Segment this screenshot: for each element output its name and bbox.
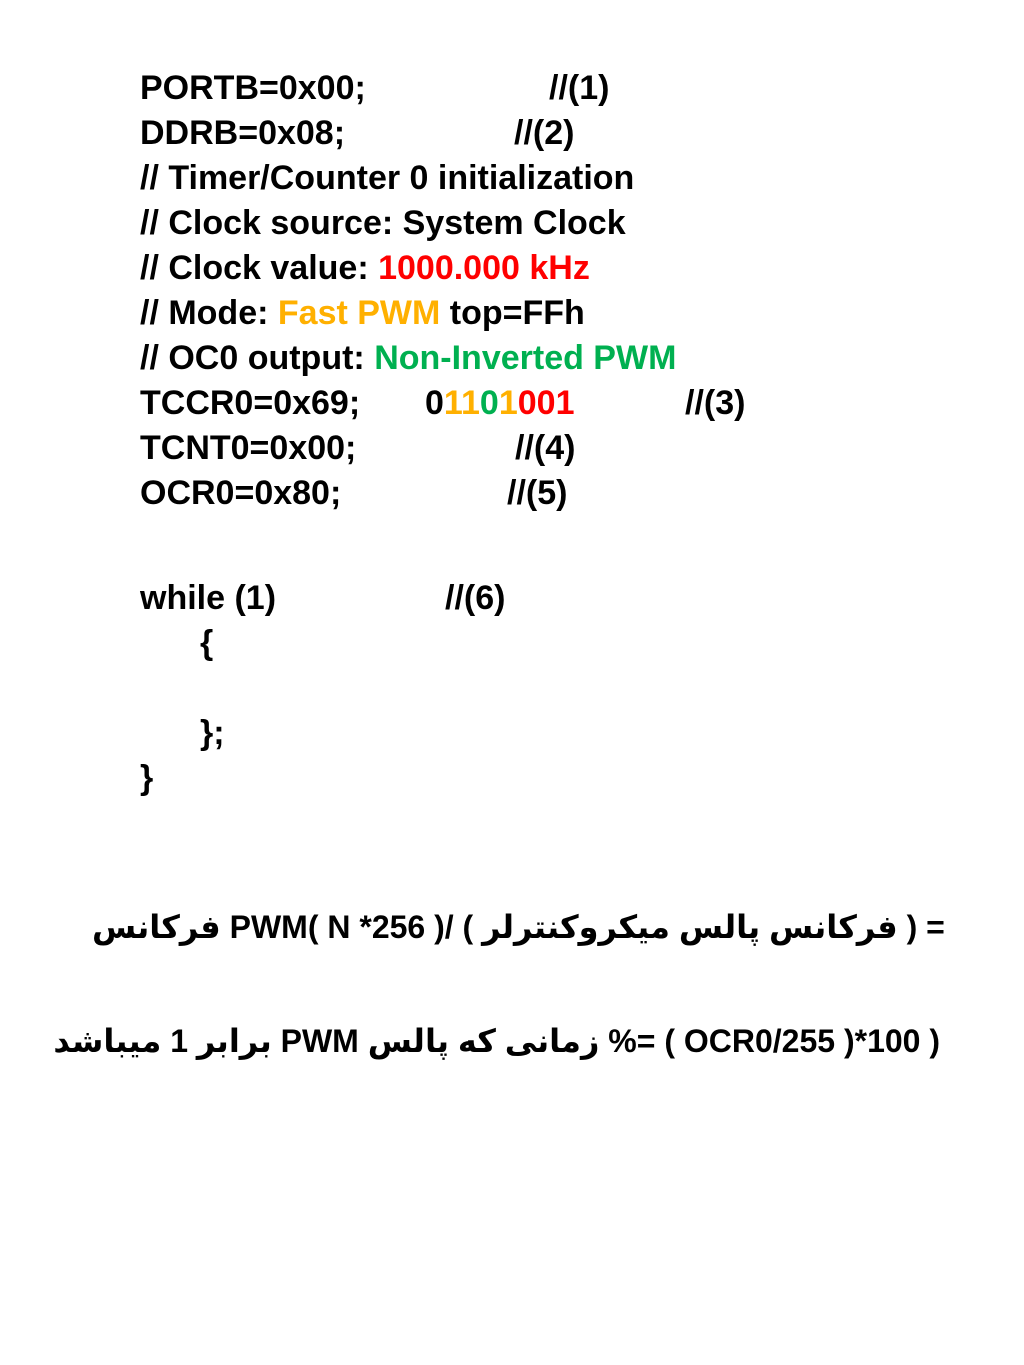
oc0-label: // OC0 output: bbox=[140, 339, 375, 377]
tccr0-statement: TCCR0=0x69; bbox=[140, 384, 361, 422]
while-comment: //(6) bbox=[445, 579, 506, 617]
ocr0-statement: OCR0=0x80; bbox=[140, 474, 342, 512]
code-line-timer-comment bbox=[140, 156, 635, 201]
code-line-tccr0 bbox=[140, 381, 746, 426]
outer-close-brace: } bbox=[140, 759, 154, 797]
code-line-while bbox=[140, 576, 506, 621]
timer-init-comment: // Timer/Counter 0 initialization bbox=[140, 159, 635, 197]
code-line-close-brace-inner bbox=[140, 711, 225, 756]
code-line-open-brace bbox=[140, 621, 214, 666]
tccr0-comment: //(3) bbox=[685, 384, 746, 422]
tccr0-bit-4: 0 bbox=[479, 384, 499, 422]
tccr0-bit-6: 1 bbox=[443, 384, 461, 422]
pwm-frequency-lhs: PWM فرکانس bbox=[92, 909, 308, 945]
mode-group bbox=[140, 291, 585, 336]
duty-cycle-formula: ( 100*( OCR0/255 ) =% زمانی که پالس PWM برابر 1 میباشد bbox=[53, 1023, 940, 1059]
portb-statement: PORTB=0x00; bbox=[140, 69, 366, 107]
tccr0-bit-3: 1 bbox=[498, 384, 518, 422]
tccr0-bit-0: 1 bbox=[555, 384, 575, 422]
tcnt0-statement: TCNT0=0x00; bbox=[140, 429, 357, 467]
clock-source-comment: // Clock source: System Clock bbox=[140, 204, 626, 242]
code-line-ddrb bbox=[140, 111, 575, 156]
portb-comment: //(1) bbox=[549, 69, 610, 107]
pwm-frequency-rhs: = ( فرکانس پالس میکروکنترلر ) /( N *256 ) bbox=[307, 909, 954, 945]
code-line-clock-source bbox=[140, 201, 626, 246]
clock-value: 1000.000 kHz bbox=[378, 249, 590, 287]
code-line-oc0-output bbox=[140, 336, 677, 381]
oc0-value: Non-Inverted PWM bbox=[374, 339, 677, 377]
tccr0-bit-5: 1 bbox=[460, 384, 480, 422]
ocr0-comment: //(5) bbox=[507, 474, 568, 512]
ddrb-comment: //(2) bbox=[514, 114, 575, 152]
tccr0-bit-2: 0 bbox=[517, 384, 537, 422]
mode-top: top=FFh bbox=[440, 294, 585, 332]
code-line-tcnt0 bbox=[140, 426, 576, 471]
mode-label: // Mode: bbox=[140, 294, 278, 332]
tcnt0-comment: //(4) bbox=[515, 429, 576, 467]
code-line-mode bbox=[140, 291, 585, 336]
while-statement: while (1) bbox=[140, 579, 277, 617]
mode-value: Fast PWM bbox=[277, 294, 441, 332]
pwm-frequency-formula bbox=[92, 908, 954, 946]
oc0-group bbox=[140, 336, 676, 381]
code-line-portb bbox=[140, 66, 610, 111]
code-listing bbox=[140, 66, 746, 801]
tccr0-bits bbox=[425, 381, 575, 426]
tccr0-bit-7: 0 bbox=[425, 384, 444, 422]
code-line-ocr0 bbox=[140, 471, 568, 516]
open-brace: { bbox=[200, 624, 214, 662]
code-line-close-brace bbox=[140, 756, 178, 801]
clock-value-label: // Clock value: bbox=[140, 249, 379, 287]
inner-close-brace: }; bbox=[200, 714, 225, 752]
clock-value-group bbox=[140, 246, 590, 291]
ddrb-statement: DDRB=0x08; bbox=[140, 114, 346, 152]
tccr0-bit-1: 0 bbox=[536, 384, 556, 422]
code-line-clock-value bbox=[140, 246, 590, 291]
